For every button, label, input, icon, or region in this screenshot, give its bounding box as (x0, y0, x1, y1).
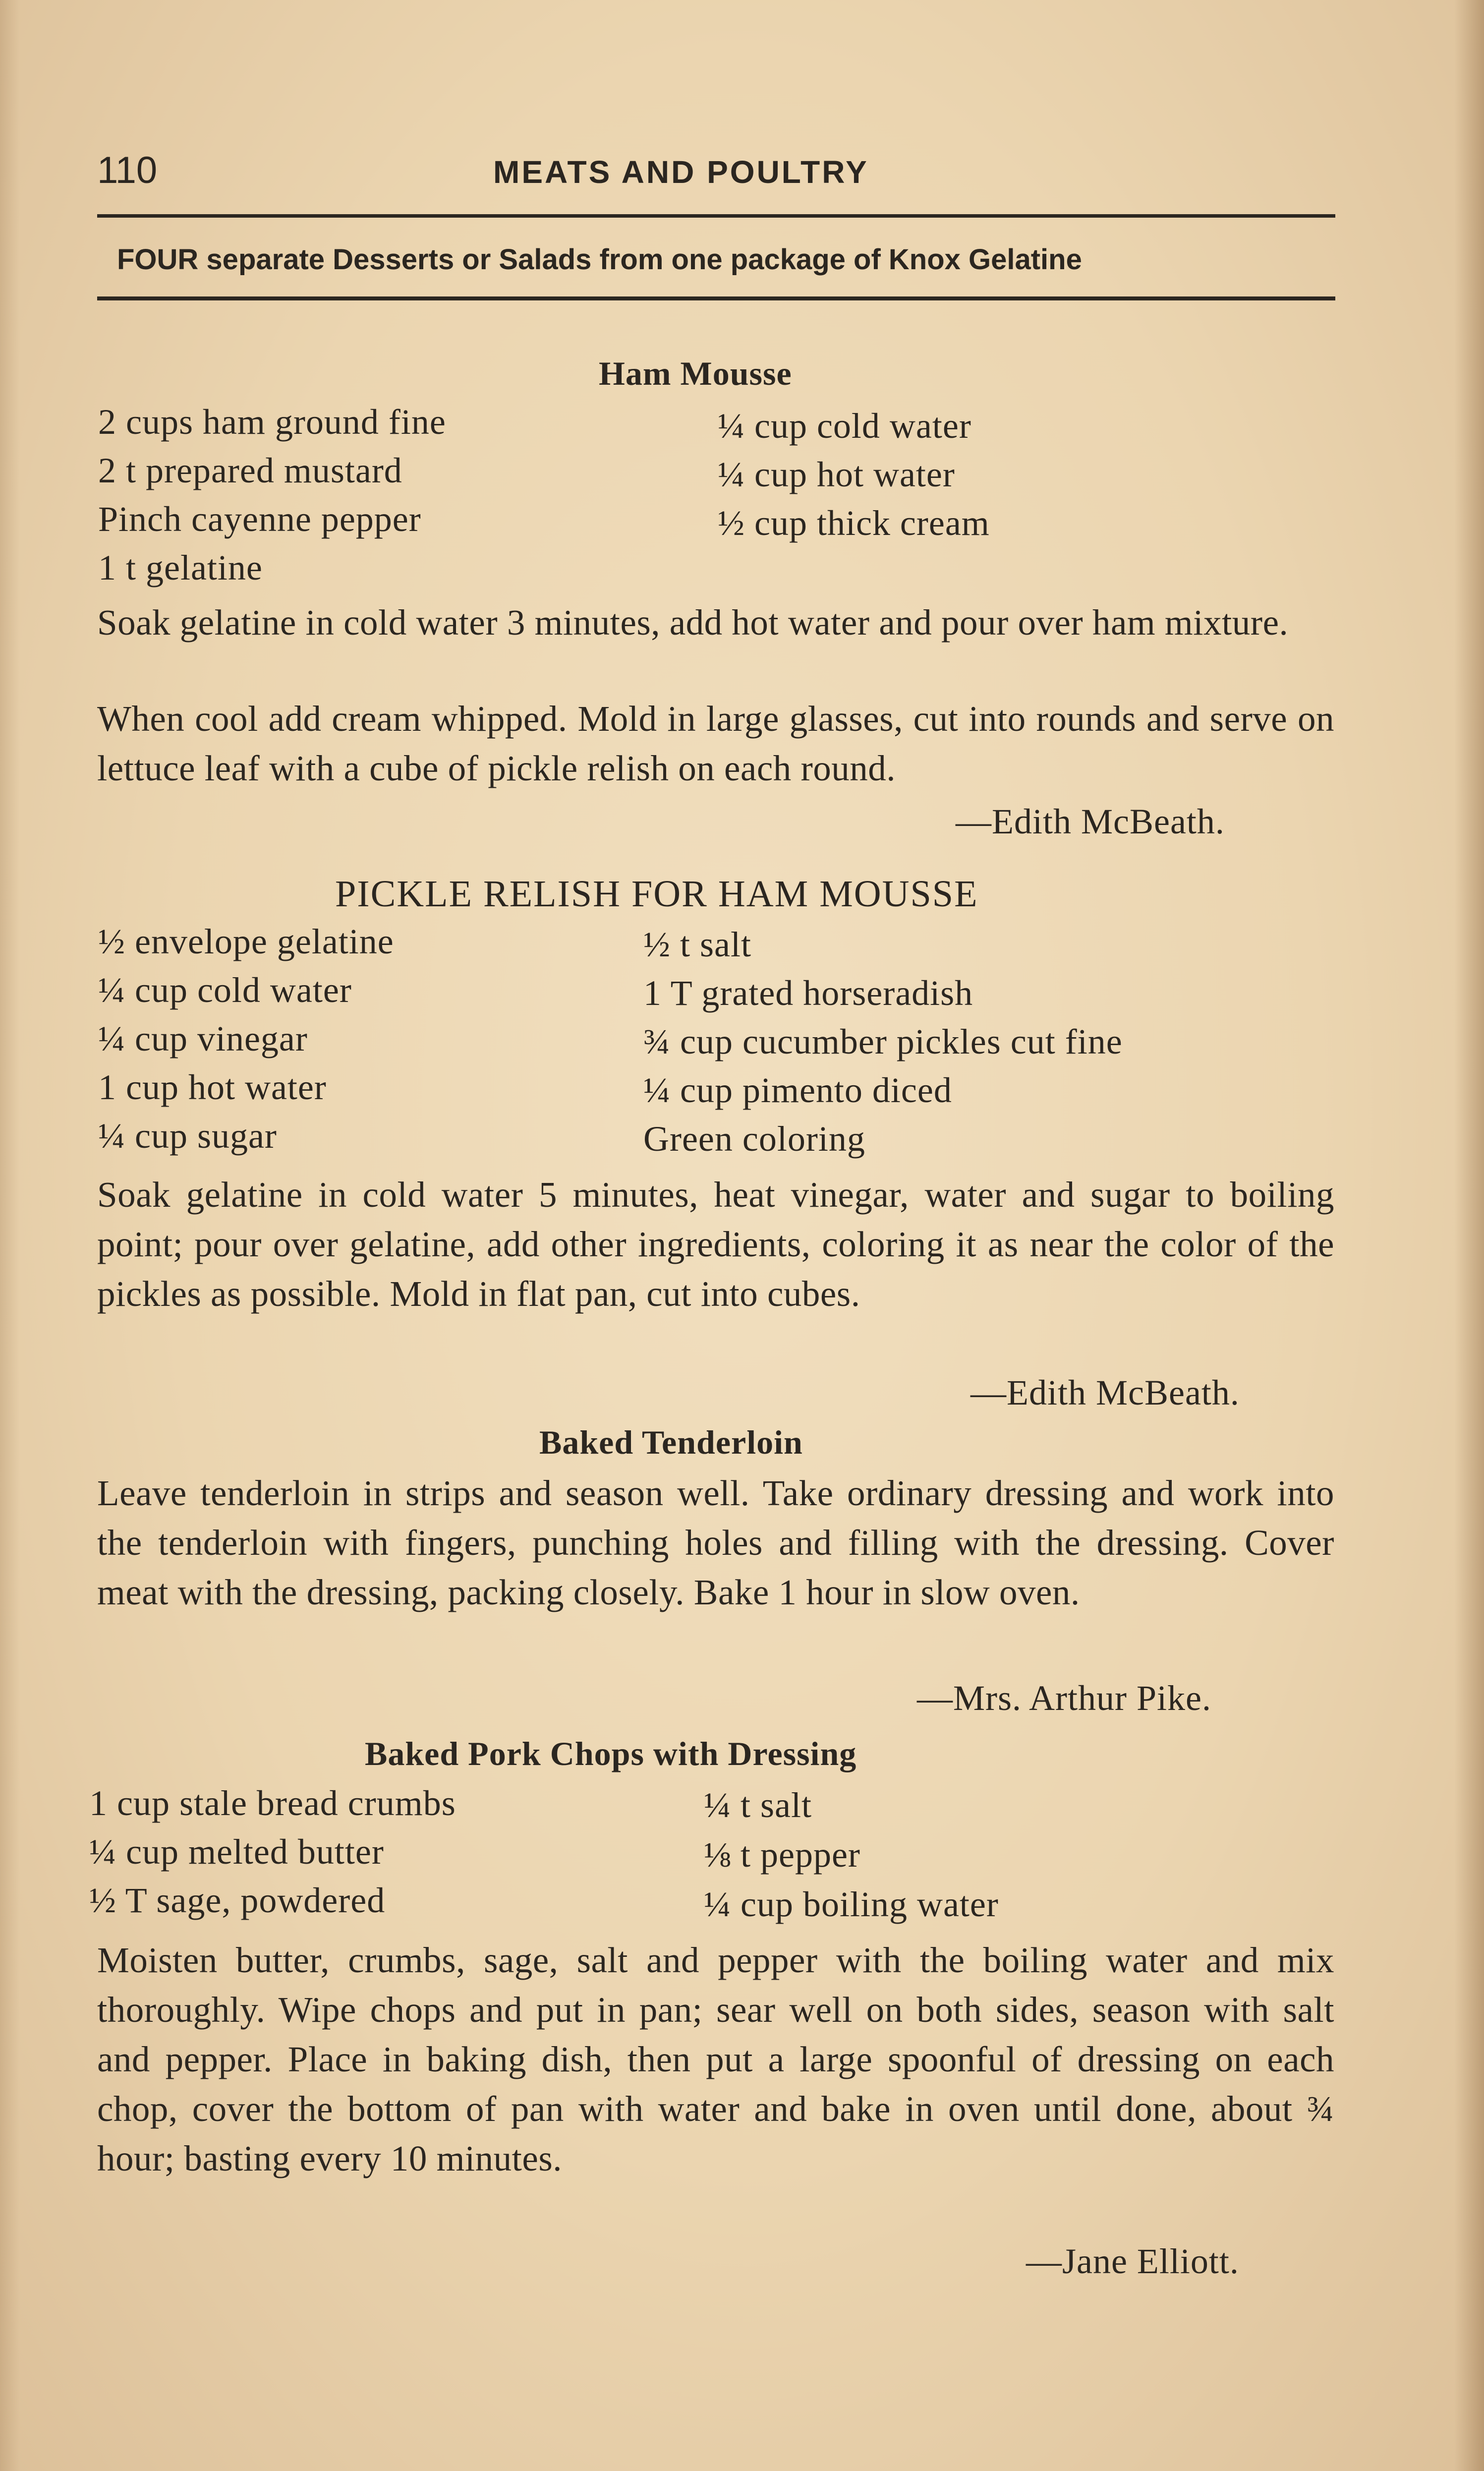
page-number: 110 (97, 149, 158, 191)
pork-chops-ingredient: ¼ cup boiling water (704, 1884, 999, 1924)
pickle-relish-ingredient: ¼ cup pimento diced (643, 1070, 952, 1110)
header-rule-top (97, 214, 1335, 218)
page-right-shadow (1454, 0, 1484, 2471)
ham-mousse-ingredient: Pinch cayenne pepper (98, 499, 421, 539)
pickle-relish-instructions: Soak gelatine in cold water 5 minutes, heat vinegar, water and sugar to boiling point; pour over gelatine, add other ingredients, coloring it as near the color of the pickles as possible. Mold in flat pan, cut into cubes. (97, 1175, 1334, 1314)
pickle-relish-ingredient: ¼ cup vinegar (98, 1019, 308, 1059)
ham-mousse-instructions-2: When cool add cream whipped. Mold in large glasses, cut into rounds and serve on lettuce leaf with a cube of pickle relish on each round. (97, 699, 1334, 788)
pork-chops-ingredient: 1 cup stale bread crumbs (89, 1783, 456, 1823)
baked-tenderloin-instructions: Leave tenderloin in strips and season well. Take ordinary dressing and work into the tenderloin with fingers, punching holes and filling with the dressing. Cover meat with the dressing, packing closely. Bake 1 hour in slow oven. (97, 1473, 1334, 1612)
baked-tenderloin-author: —Mrs. Arthur Pike. (917, 1678, 1211, 1718)
pickle-relish-ingredient: 1 T grated horseradish (643, 973, 973, 1013)
pickle-relish-ingredient: ¼ cup cold water (98, 970, 352, 1010)
page-left-shadow (0, 0, 20, 2471)
pork-chops-author: —Jane Elliott. (1026, 2241, 1239, 2281)
pork-chops-ingredient: ½ T sage, powdered (89, 1881, 386, 1920)
ham-mousse-ingredient: ½ cup thick cream (718, 503, 990, 543)
pickle-relish-ingredient: ½ envelope gelatine (98, 922, 394, 961)
pickle-relish-ingredient: Green coloring (643, 1119, 865, 1159)
pork-chops-instructions: Moisten butter, crumbs, sage, salt and pepper with the boiling water and mix thoroughly. Wipe chops and put in pan; sear well on both sides, season with salt and pepper. Place in baking dish, then put a large spoonful of dressing on each chop, cover the bottom of pan with water and bake in oven until done, about ¾ hour; basting every 10 minutes. (97, 1940, 1334, 2178)
baked-tenderloin-title: Baked Tenderloin (539, 1423, 803, 1461)
header-rule-bottom (97, 296, 1335, 300)
ham-mousse-ingredient: 2 t prepared mustard (98, 451, 402, 490)
pickle-relish-author: —Edith McBeath. (970, 1373, 1240, 1412)
ham-mousse-ingredient: 2 cups ham ground fine (98, 402, 446, 442)
pickle-relish-ingredient: 1 cup hot water (98, 1067, 327, 1107)
pickle-relish-ingredient: ½ t salt (643, 925, 751, 964)
pork-chops-ingredient: ⅛ t pepper (704, 1835, 860, 1875)
ham-mousse-author: —Edith McBeath. (956, 802, 1225, 841)
ham-mousse-ingredient: ¼ cup cold water (718, 406, 971, 446)
ham-mousse-title: Ham Mousse (599, 354, 792, 392)
pickle-relish-title: PICKLE RELISH FOR HAM MOUSSE (335, 873, 978, 915)
pork-chops-ingredient: ¼ cup melted butter (89, 1832, 384, 1872)
section-title: MEATS AND POULTRY (493, 154, 869, 190)
ham-mousse-instructions-1: Soak gelatine in cold water 3 minutes, add hot water and pour over ham mixture. (97, 602, 1289, 643)
pickle-relish-ingredient: ¾ cup cucumber pickles cut fine (643, 1022, 1123, 1061)
ham-mousse-ingredient: 1 t gelatine (98, 548, 263, 588)
pork-chops-title: Baked Pork Chops with Dressing (365, 1735, 857, 1772)
pork-chops-ingredient: ¼ t salt (704, 1785, 812, 1825)
gelatine-banner: FOUR separate Desserts or Salads from one package of Knox Gelatine (117, 243, 1082, 276)
ham-mousse-ingredient: ¼ cup hot water (718, 455, 955, 494)
pickle-relish-ingredient: ¼ cup sugar (98, 1116, 277, 1156)
